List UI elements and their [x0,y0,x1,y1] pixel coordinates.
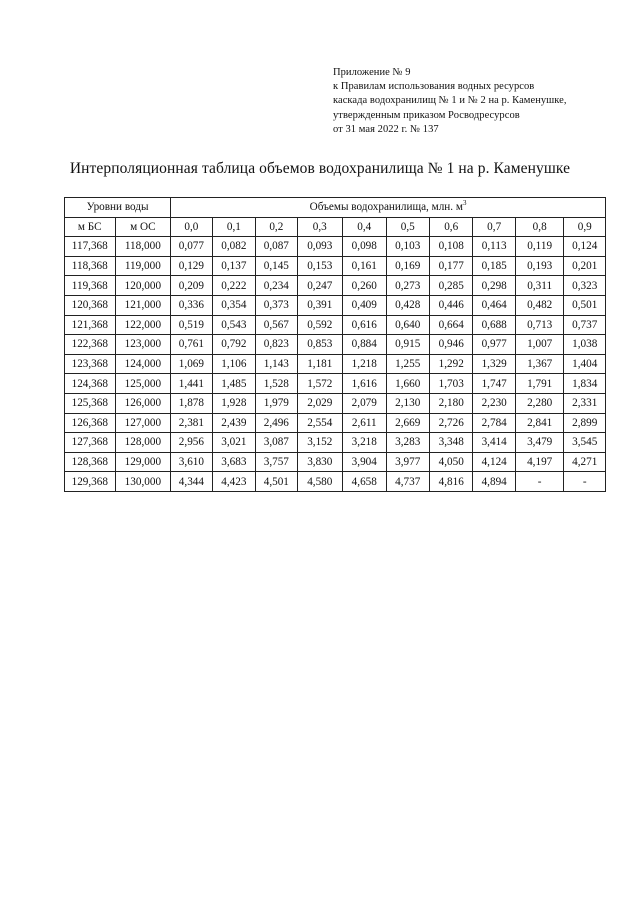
volume-cell: 1,616 [343,374,386,394]
volume-cell: - [564,472,606,492]
volume-cell: 4,271 [564,452,606,472]
volume-cell: 1,292 [429,354,472,374]
volume-cell: 2,784 [473,413,515,433]
table-row [65,413,606,433]
volume-cell: 3,479 [515,433,564,453]
volume-cell: 4,816 [429,472,472,492]
volume-cell: 3,152 [297,433,343,453]
annex-number: Приложение № 9 [333,67,411,78]
volume-cell: 1,218 [343,354,386,374]
table-row [65,354,606,374]
level-bs-cell: 128,368 [65,452,116,472]
volume-cell: 3,414 [473,433,515,453]
level-bs-cell: 119,368 [65,276,116,296]
volume-cell: 1,485 [212,374,255,394]
volume-cell: 4,894 [473,472,515,492]
volume-cell: 0,077 [171,237,212,257]
col-header-os: м ОС [115,217,171,237]
volume-cell: 3,683 [212,452,255,472]
volume-cell: 0,234 [256,276,297,296]
level-os-cell: 126,000 [115,393,171,413]
volume-cell: 3,218 [343,433,386,453]
volume-cell: 0,222 [212,276,255,296]
level-bs-cell: 121,368 [65,315,116,335]
volume-cell: 0,792 [212,335,255,355]
annex-order-date: от 31 мая 2022 г. № 137 [333,123,439,135]
volume-cell: 1,441 [171,374,212,394]
table-row [65,237,606,257]
volumes-header [171,198,606,218]
volume-cell: 0,501 [564,295,606,315]
level-os-cell: 125,000 [115,374,171,394]
volume-cell: 2,180 [429,393,472,413]
volume-cell: 0,273 [386,276,429,296]
table-row [65,393,606,413]
table-row [65,315,606,335]
table-row [65,276,606,296]
col-header-tenth: 0,4 [343,217,386,237]
volume-cell: 2,331 [564,393,606,413]
volume-cell: 4,197 [515,452,564,472]
level-os-cell: 120,000 [115,276,171,296]
volume-cell: 1,747 [473,374,515,394]
volume-cell: 2,841 [515,413,564,433]
volume-cell: 3,904 [343,452,386,472]
level-os-cell: 122,000 [115,315,171,335]
volume-cell: 4,344 [171,472,212,492]
volume-cell: 1,928 [212,393,255,413]
volume-cell: 0,464 [473,295,515,315]
col-header-tenth: 0,9 [564,217,606,237]
volume-cell: 2,439 [212,413,255,433]
volume-cell: 4,658 [343,472,386,492]
volume-cell: 0,884 [343,335,386,355]
volume-cell: 3,087 [256,433,297,453]
level-os-cell: 129,000 [115,452,171,472]
level-bs-cell: 122,368 [65,335,116,355]
volume-cell: 2,079 [343,393,386,413]
level-os-cell: 123,000 [115,335,171,355]
volume-cell: 0,640 [386,315,429,335]
volume-cell: 0,285 [429,276,472,296]
volume-cell: 0,124 [564,237,606,257]
volume-cell: 0,446 [429,295,472,315]
volume-cell: 0,543 [212,315,255,335]
volume-cell: 0,853 [297,335,343,355]
volume-cell: 0,391 [297,295,343,315]
volume-cell: 1,255 [386,354,429,374]
volume-cell: 2,381 [171,413,212,433]
level-os-cell: 119,000 [115,256,171,276]
volume-cell: 0,761 [171,335,212,355]
volume-cell: 0,260 [343,276,386,296]
volume-cell: 0,409 [343,295,386,315]
col-header-tenth: 0,8 [515,217,564,237]
table-row [65,433,606,453]
volume-cell: 0,153 [297,256,343,276]
volume-cell: 4,501 [256,472,297,492]
level-os-cell: 128,000 [115,433,171,453]
volume-cell: 1,181 [297,354,343,374]
volume-cell: 0,193 [515,256,564,276]
annex-rules-reference: к Правилам использования водных ресурсов [333,81,535,93]
volume-cell: 1,791 [515,374,564,394]
volume-cell: 4,124 [473,452,515,472]
table-row [65,295,606,315]
volume-cell: 1,007 [515,335,564,355]
volume-cell: 0,087 [256,237,297,257]
volume-cell: 2,956 [171,433,212,453]
volumes-unit-superscript: 3 [462,199,467,208]
col-header-tenth: 0,3 [297,217,343,237]
volume-cell: 0,946 [429,335,472,355]
volume-cell: 0,737 [564,315,606,335]
volume-cell: 1,106 [212,354,255,374]
volume-cell: 0,482 [515,295,564,315]
level-bs-cell: 129,368 [65,472,116,492]
volume-cell: 2,029 [297,393,343,413]
volume-cell: 0,093 [297,237,343,257]
volume-cell: 1,834 [564,374,606,394]
volume-cell: 2,230 [473,393,515,413]
col-header-tenth: 0,2 [256,217,297,237]
volume-cell: 0,519 [171,315,212,335]
level-bs-cell: 120,368 [65,295,116,315]
volume-cell: 3,283 [386,433,429,453]
col-header-tenth: 0,7 [473,217,515,237]
col-header-tenth: 0,1 [212,217,255,237]
volume-cell: 0,185 [473,256,515,276]
volume-cell: 1,143 [256,354,297,374]
volume-cell: 2,669 [386,413,429,433]
volume-cell: 0,823 [256,335,297,355]
level-os-cell: 124,000 [115,354,171,374]
volume-cell: 0,354 [212,295,255,315]
volume-cell: 1,404 [564,354,606,374]
volume-cell: 1,979 [256,393,297,413]
volume-cell: 0,108 [429,237,472,257]
volume-cell: 0,129 [171,256,212,276]
level-bs-cell: 118,368 [65,256,116,276]
header-row-1 [65,198,606,218]
annex-block [333,66,567,137]
volume-cell: 0,616 [343,315,386,335]
col-header-bs: м БС [65,217,116,237]
annex-cascade-reference: каскада водохранилищ № 1 и № 2 на р. Каменушке, [333,95,567,107]
volume-cell: 3,545 [564,433,606,453]
level-bs-cell: 123,368 [65,354,116,374]
volume-cell: 0,373 [256,295,297,315]
volume-cell: 0,298 [473,276,515,296]
volume-cell: 0,161 [343,256,386,276]
volume-cell: 2,611 [343,413,386,433]
volume-cell: 0,177 [429,256,472,276]
document-title: Интерполяционная таблица объемов водохранилища № 1 на р. Каменушке [69,160,571,177]
volume-cell: 0,119 [515,237,564,257]
volume-cell: 2,554 [297,413,343,433]
header-row-2 [65,217,606,237]
volume-cell: 1,660 [386,374,429,394]
level-bs-cell: 117,368 [65,237,116,257]
volume-cell: 3,348 [429,433,472,453]
volume-cell: 0,428 [386,295,429,315]
volume-cell: 2,280 [515,393,564,413]
volume-cell: 0,137 [212,256,255,276]
volume-cell: 2,899 [564,413,606,433]
volume-cell: 0,247 [297,276,343,296]
volume-cell: 0,592 [297,315,343,335]
table-row [65,374,606,394]
volume-cell: 1,878 [171,393,212,413]
volume-cell: 0,977 [473,335,515,355]
volume-cell: 0,311 [515,276,564,296]
table-row [65,335,606,355]
level-os-cell: 127,000 [115,413,171,433]
volume-cell: 0,664 [429,315,472,335]
volume-cell: 0,688 [473,315,515,335]
level-bs-cell: 125,368 [65,393,116,413]
volume-cell: 3,610 [171,452,212,472]
volume-cell: 0,323 [564,276,606,296]
volume-cell: 1,069 [171,354,212,374]
table-row [65,256,606,276]
volume-cell: 0,915 [386,335,429,355]
volumes-header-label: Объемы водохранилища, млн. м [309,201,463,214]
volume-cell: 0,103 [386,237,429,257]
col-header-tenth: 0,6 [429,217,472,237]
volume-cell: 4,423 [212,472,255,492]
volume-cell: 3,021 [212,433,255,453]
volume-cell: 1,703 [429,374,472,394]
volume-cell: 0,082 [212,237,255,257]
volume-cell: - [515,472,564,492]
volume-cell: 0,713 [515,315,564,335]
volume-cell: 2,726 [429,413,472,433]
volume-cell: 0,098 [343,237,386,257]
volume-cell: 4,737 [386,472,429,492]
volume-cell: 4,050 [429,452,472,472]
annex-approval: утвержденным приказом Росводресурсов [333,109,520,121]
col-header-tenth: 0,5 [386,217,429,237]
table-row [65,452,606,472]
level-bs-cell: 124,368 [65,374,116,394]
volume-cell: 0,169 [386,256,429,276]
levels-header: Уровни воды [65,198,171,218]
volume-cell: 4,580 [297,472,343,492]
volume-cell: 0,567 [256,315,297,335]
volume-cell: 1,329 [473,354,515,374]
col-header-tenth: 0,0 [171,217,212,237]
level-os-cell: 130,000 [115,472,171,492]
volume-cell: 0,201 [564,256,606,276]
volume-cell: 0,145 [256,256,297,276]
volume-cell: 0,113 [473,237,515,257]
level-os-cell: 118,000 [115,237,171,257]
volume-cell: 1,367 [515,354,564,374]
volume-cell: 3,977 [386,452,429,472]
level-os-cell: 121,000 [115,295,171,315]
volume-cell: 0,209 [171,276,212,296]
table-row [65,472,606,492]
volume-cell: 3,757 [256,452,297,472]
volume-cell: 2,496 [256,413,297,433]
volume-cell: 0,336 [171,295,212,315]
interpolation-table [64,197,606,492]
volume-cell: 1,038 [564,335,606,355]
volume-cell: 2,130 [386,393,429,413]
level-bs-cell: 126,368 [65,413,116,433]
volume-cell: 3,830 [297,452,343,472]
level-bs-cell: 127,368 [65,433,116,453]
table-body [65,237,606,492]
volume-cell: 1,572 [297,374,343,394]
volume-cell: 1,528 [256,374,297,394]
